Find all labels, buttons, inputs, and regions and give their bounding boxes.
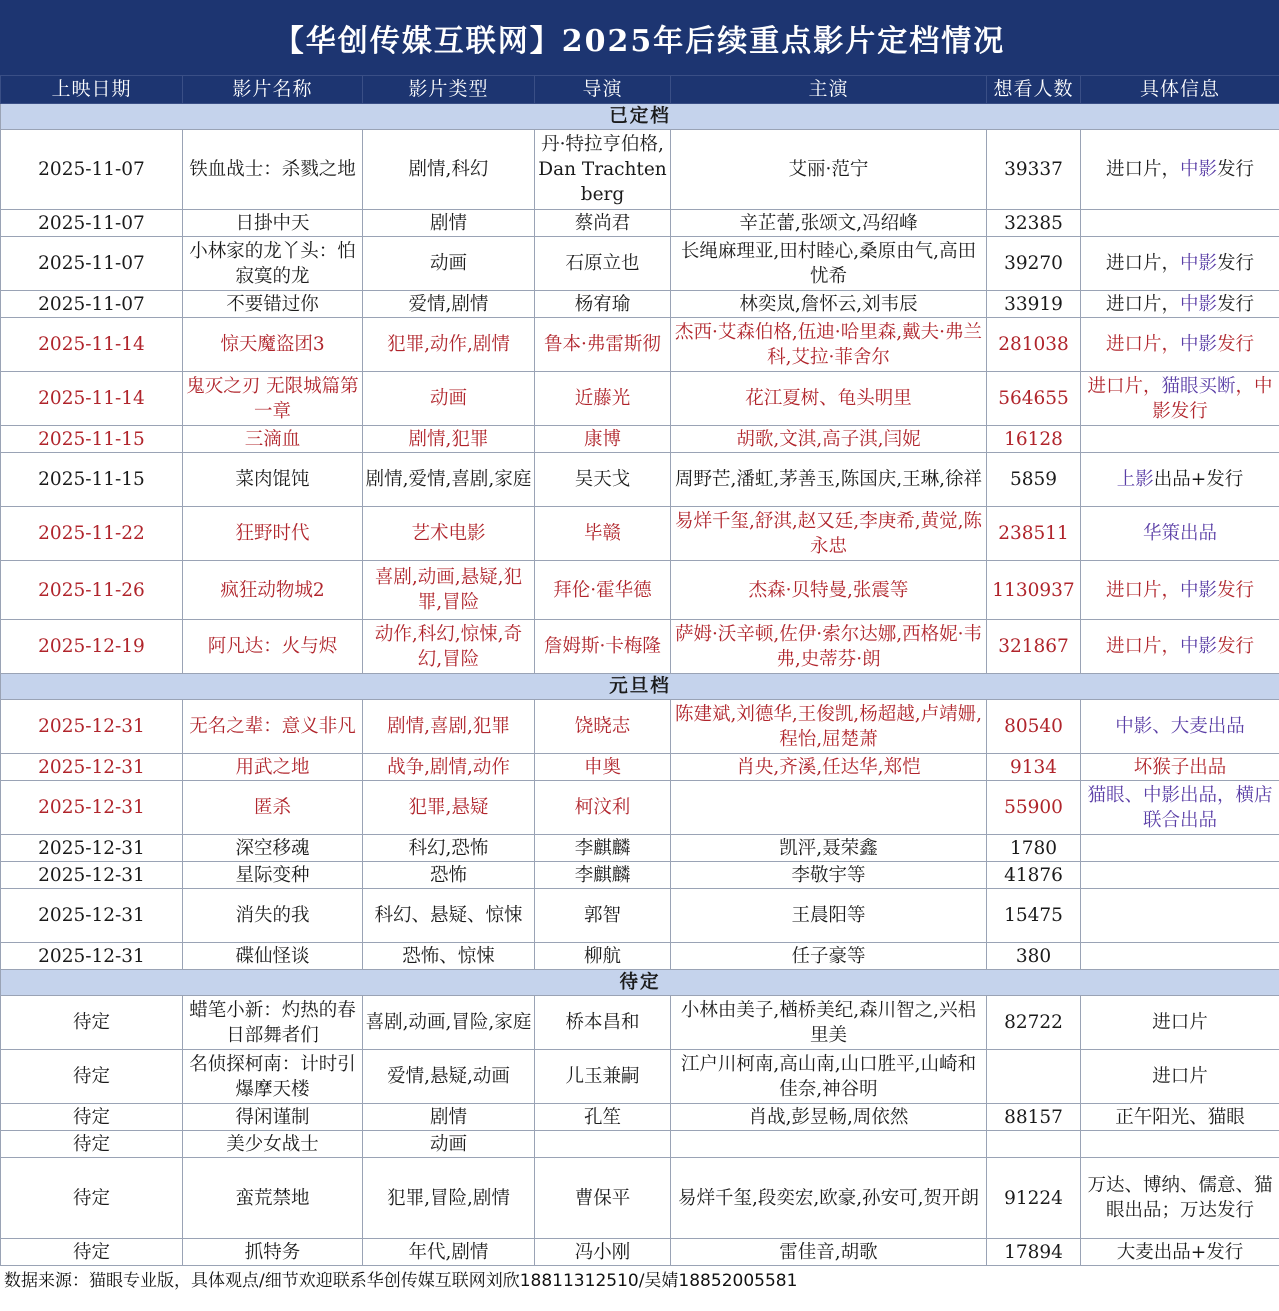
release-date: 2025-12-31 [1,835,183,862]
film-director: 石原立也 [535,237,671,291]
film-title: 三滴血 [183,426,363,453]
film-title: 名侦探柯南：计时引爆摩天楼 [183,1050,363,1104]
film-genre: 年代,剧情 [363,1239,535,1266]
film-genre: 剧情,犯罪 [363,426,535,453]
film-cast: 易烊千玺,段奕宏,欧豪,孙安可,贺开朗 [671,1158,987,1239]
table-row [1,996,1279,1050]
info-segment: 进口片， [1105,253,1180,274]
info-segment: 万达、博纳、儒意、猫眼出品；万达发行 [1087,1175,1273,1221]
film-cast: 林奕岚,詹怀云,刘韦辰 [671,291,987,318]
table-row [1,889,1279,943]
table-row [1,1104,1279,1131]
table-row [1,561,1279,620]
info-segment: ，中影发行 [1152,375,1273,422]
film-cast: 凯泙,聂荣鑫 [671,835,987,862]
want-to-see-count: 82722 [987,996,1081,1050]
film-title: 蜡笔小新：灼热的春日部舞者们 [183,996,363,1050]
film-info [1081,1104,1279,1131]
release-date: 待定 [1,1131,183,1158]
release-date: 2025-12-31 [1,943,183,970]
want-to-see-count: 39337 [987,130,1081,210]
want-to-see-count: 321867 [987,620,1081,674]
film-director: 毕赣 [535,507,671,561]
col-header-date: 上映日期 [1,76,183,104]
film-title: 鬼灭之刃 无限城篇第一章 [183,372,363,426]
film-director: 吴天戈 [535,453,671,507]
film-genre: 剧情,爱情,喜剧,家庭 [363,453,535,507]
release-date: 2025-11-07 [1,237,183,291]
want-to-see-count: 88157 [987,1104,1081,1131]
film-director: 李麒麟 [535,862,671,889]
want-to-see-count: 91224 [987,1158,1081,1239]
release-schedule-table [0,75,1279,1266]
col-header-director: 导演 [535,76,671,104]
release-date: 待定 [1,1158,183,1239]
table-row [1,372,1279,426]
want-to-see-count: 9134 [987,754,1081,781]
want-to-see-count: 17894 [987,1239,1081,1266]
want-to-see-count: 1780 [987,835,1081,862]
film-director: 蔡尚君 [535,210,671,237]
table-row [1,620,1279,674]
table-row [1,1239,1279,1266]
info-segment: 中影 [1179,159,1217,180]
info-segment: 进口片 [1152,1012,1208,1033]
film-info [1081,210,1279,237]
info-segment: 发行 [1217,334,1255,355]
film-genre: 剧情,科幻 [363,130,535,210]
section-label: 待定 [1,970,1279,996]
want-to-see-count: 5859 [987,453,1081,507]
release-date: 2025-11-07 [1,291,183,318]
film-title: 阿凡达：火与烬 [183,620,363,674]
film-cast: 雷佳音,胡歌 [671,1239,987,1266]
want-to-see-count: 15475 [987,889,1081,943]
film-genre: 爱情,剧情 [363,291,535,318]
film-director [535,1131,671,1158]
header-row [1,76,1279,104]
film-info [1081,754,1279,781]
film-title: 不要错过你 [183,291,363,318]
film-cast: 长绳麻理亚,田村睦心,桑原由气,高田忧希 [671,237,987,291]
film-title: 匿杀 [183,781,363,835]
release-date: 2025-11-07 [1,130,183,210]
film-cast: 周野芒,潘虹,茅善玉,陈国庆,王琳,徐祥 [671,453,987,507]
film-director: 李麒麟 [535,835,671,862]
info-segment: 进口片， [1105,293,1180,315]
film-cast: 肖央,齐溪,任达华,郑恺 [671,754,987,781]
info-segment: 进口片， [1105,334,1180,355]
film-cast: 易烊千玺,舒淇,赵又廷,李庚希,黄觉,陈永忠 [671,507,987,561]
film-director: 柯汶利 [535,781,671,835]
film-genre: 科幻,恐怖 [363,835,535,862]
film-director: 申奥 [535,754,671,781]
film-info [1081,862,1279,889]
release-date: 2025-12-31 [1,781,183,835]
film-cast: 任子豪等 [671,943,987,970]
table-row [1,1158,1279,1239]
section-row [1,674,1279,700]
table-row [1,318,1279,372]
film-title: 蛮荒禁地 [183,1158,363,1239]
film-info [1081,130,1279,210]
film-director: 鲁本·弗雷斯彻 [535,318,671,372]
want-to-see-count: 238511 [987,507,1081,561]
film-title: 疯狂动物城2 [183,561,363,620]
table-row [1,426,1279,453]
film-title: 小林家的龙丫头：怕寂寞的龙 [183,237,363,291]
film-director: 杨宥瑜 [535,291,671,318]
section-label: 元旦档 [1,674,1279,700]
release-date: 2025-12-19 [1,620,183,674]
film-title: 星际变种 [183,862,363,889]
film-director: 儿玉兼嗣 [535,1050,671,1104]
info-segment: 中影 [1179,293,1217,315]
want-to-see-count: 281038 [987,318,1081,372]
film-genre: 犯罪,冒险,剧情 [363,1158,535,1239]
film-info [1081,943,1279,970]
info-segment: 进口片， [1105,636,1180,657]
table-row [1,700,1279,754]
table-row [1,507,1279,561]
want-to-see-count [987,1050,1081,1104]
film-genre: 爱情,悬疑,动画 [363,1050,535,1104]
info-segment: 上影 [1116,469,1154,490]
info-segment: 华策出品 [1142,523,1217,544]
film-cast: 杰西·艾森伯格,伍迪·哈里森,戴夫·弗兰科,艾拉·菲舍尔 [671,318,987,372]
info-segment: 中影、大麦出品 [1115,716,1245,737]
film-director: 近藤光 [535,372,671,426]
release-date: 2025-11-07 [1,210,183,237]
page-title: 【华创传媒互联网】2025年后续重点影片定档情况 [0,0,1279,75]
film-genre: 剧情,喜剧,犯罪 [363,700,535,754]
section-row [1,104,1279,130]
want-to-see-count: 41876 [987,862,1081,889]
film-cast: 萨姆·沃辛顿,佐伊·索尔达娜,西格妮·韦弗,史蒂芬·朗 [671,620,987,674]
info-segment: 中影 [1179,253,1217,274]
film-cast: 肖战,彭昱畅,周依然 [671,1104,987,1131]
info-segment: 出品+发行 [1153,469,1244,490]
film-title: 用武之地 [183,754,363,781]
release-date: 待定 [1,1239,183,1266]
info-segment: 大麦出品+发行 [1116,1241,1244,1263]
film-genre: 喜剧,动画,冒险,家庭 [363,996,535,1050]
section-label: 已定档 [1,104,1279,130]
release-date: 待定 [1,1104,183,1131]
film-director: 孔笙 [535,1104,671,1131]
release-date: 2025-12-31 [1,700,183,754]
film-title: 抓特务 [183,1239,363,1266]
info-segment: 中影 [1179,579,1217,601]
film-cast: 胡歌,文淇,高子淇,闫妮 [671,426,987,453]
film-genre: 剧情 [363,210,535,237]
film-title: 惊天魔盗团3 [183,318,363,372]
table-row [1,943,1279,970]
info-segment: 进口片 [1152,1066,1208,1087]
info-segment: 发行 [1217,636,1255,657]
film-director: 拜伦·霍华德 [535,561,671,620]
film-info [1081,620,1279,674]
film-director: 饶晓志 [535,700,671,754]
film-info [1081,372,1279,426]
film-title: 得闲谨制 [183,1104,363,1131]
film-director: 郭智 [535,889,671,943]
film-title: 深空移魂 [183,835,363,862]
film-genre: 喜剧,动画,悬疑,犯罪,冒险 [363,561,535,620]
want-to-see-count: 39270 [987,237,1081,291]
film-cast: 杰森·贝特曼,张震等 [671,561,987,620]
film-genre: 艺术电影 [363,507,535,561]
film-genre: 动画 [363,237,535,291]
film-info [1081,453,1279,507]
table-row [1,453,1279,507]
film-info [1081,291,1279,318]
film-title: 日掛中天 [183,210,363,237]
release-date: 2025-11-15 [1,426,183,453]
release-date: 2025-11-14 [1,372,183,426]
info-segment: 中影 [1179,636,1217,657]
film-info [1081,1239,1279,1266]
film-title: 碟仙怪谈 [183,943,363,970]
table-row [1,862,1279,889]
film-director: 詹姆斯·卡梅隆 [535,620,671,674]
info-segment: 进口片， [1087,375,1162,397]
col-header-want: 想看人数 [987,76,1081,104]
film-info [1081,700,1279,754]
film-director: 康博 [535,426,671,453]
film-director: 曹保平 [535,1158,671,1239]
data-source-footer: 数据来源：猫眼专业版，具体观点/细节欢迎联系华创传媒互联网刘欣18811312510/吴婧18852005581 [4,1271,798,1291]
info-segment: 发行 [1217,579,1255,601]
film-info [1081,1131,1279,1158]
film-director: 丹·特拉亨伯格,Dan Trachtenberg [535,130,671,210]
col-header-genre: 影片类型 [363,76,535,104]
film-title: 铁血战士：杀戮之地 [183,130,363,210]
film-info [1081,1158,1279,1239]
film-info [1081,996,1279,1050]
film-genre: 动作,科幻,惊悚,奇幻,冒险 [363,620,535,674]
film-cast: 花江夏树、龟头明里 [671,372,987,426]
table-row [1,210,1279,237]
film-genre: 剧情 [363,1104,535,1131]
film-title: 无名之辈：意义非凡 [183,700,363,754]
film-info [1081,318,1279,372]
info-segment: 猫眼买断 [1161,375,1236,397]
film-director: 柳航 [535,943,671,970]
film-cast [671,1131,987,1158]
info-segment: 正午阳光、猫眼 [1115,1106,1245,1128]
film-director: 冯小刚 [535,1239,671,1266]
film-genre: 犯罪,动作,剧情 [363,318,535,372]
film-director: 桥本昌和 [535,996,671,1050]
film-cast: 江户川柯南,高山南,山口胜平,山崎和佳奈,神谷明 [671,1050,987,1104]
want-to-see-count: 33919 [987,291,1081,318]
film-genre: 科幻、悬疑、惊悚 [363,889,535,943]
film-genre: 动画 [363,372,535,426]
release-date: 2025-12-31 [1,889,183,943]
film-genre: 恐怖 [363,862,535,889]
film-info [1081,781,1279,835]
release-date: 2025-12-31 [1,754,183,781]
info-segment: 坏猴子出品 [1133,756,1227,778]
release-date: 2025-12-31 [1,862,183,889]
film-info [1081,835,1279,862]
film-cast: 辛芷蕾,张颂文,冯绍峰 [671,210,987,237]
info-segment: 发行 [1217,253,1255,274]
table-row [1,130,1279,210]
release-date: 2025-11-14 [1,318,183,372]
film-genre: 动画 [363,1131,535,1158]
release-date: 待定 [1,996,183,1050]
info-segment: 发行 [1217,159,1255,180]
film-info [1081,507,1279,561]
want-to-see-count: 80540 [987,700,1081,754]
film-cast: 王晨阳等 [671,889,987,943]
film-title: 消失的我 [183,889,363,943]
want-to-see-count: 16128 [987,426,1081,453]
table-row [1,754,1279,781]
info-segment: 进口片， [1105,579,1180,601]
want-to-see-count: 564655 [987,372,1081,426]
want-to-see-count: 55900 [987,781,1081,835]
table-row [1,1131,1279,1158]
table-row [1,291,1279,318]
info-segment: 猫眼、中影出品，横店联合出品 [1087,784,1273,831]
col-header-info: 具体信息 [1081,76,1279,104]
col-header-title: 影片名称 [183,76,363,104]
film-cast: 陈建斌,刘德华,王俊凯,杨超越,卢靖姗,程怡,屈楚萧 [671,700,987,754]
table-row [1,1050,1279,1104]
section-row [1,970,1279,996]
table-row [1,781,1279,835]
film-title: 美少女战士 [183,1131,363,1158]
film-info [1081,561,1279,620]
film-genre: 恐怖、惊悚 [363,943,535,970]
film-title: 狂野时代 [183,507,363,561]
want-to-see-count: 32385 [987,210,1081,237]
film-cast: 艾丽·范宁 [671,130,987,210]
want-to-see-count [987,1131,1081,1158]
info-segment: 进口片， [1105,159,1180,180]
col-header-cast: 主演 [671,76,987,104]
film-genre: 战争,剧情,动作 [363,754,535,781]
film-cast: 小林由美子,楢桥美纪,森川智之,兴梠里美 [671,996,987,1050]
film-info [1081,237,1279,291]
film-info [1081,1050,1279,1104]
release-date: 2025-11-22 [1,507,183,561]
table-row [1,835,1279,862]
film-cast: 李敬宇等 [671,862,987,889]
film-info [1081,426,1279,453]
release-date: 2025-11-26 [1,561,183,620]
film-info [1081,889,1279,943]
film-cast [671,781,987,835]
want-to-see-count: 1130937 [987,561,1081,620]
table-row [1,237,1279,291]
release-date: 待定 [1,1050,183,1104]
want-to-see-count: 380 [987,943,1081,970]
release-date: 2025-11-15 [1,453,183,507]
film-genre: 犯罪,悬疑 [363,781,535,835]
info-segment: 中影 [1179,334,1217,355]
info-segment: 发行 [1217,293,1255,315]
film-title: 菜肉馄饨 [183,453,363,507]
